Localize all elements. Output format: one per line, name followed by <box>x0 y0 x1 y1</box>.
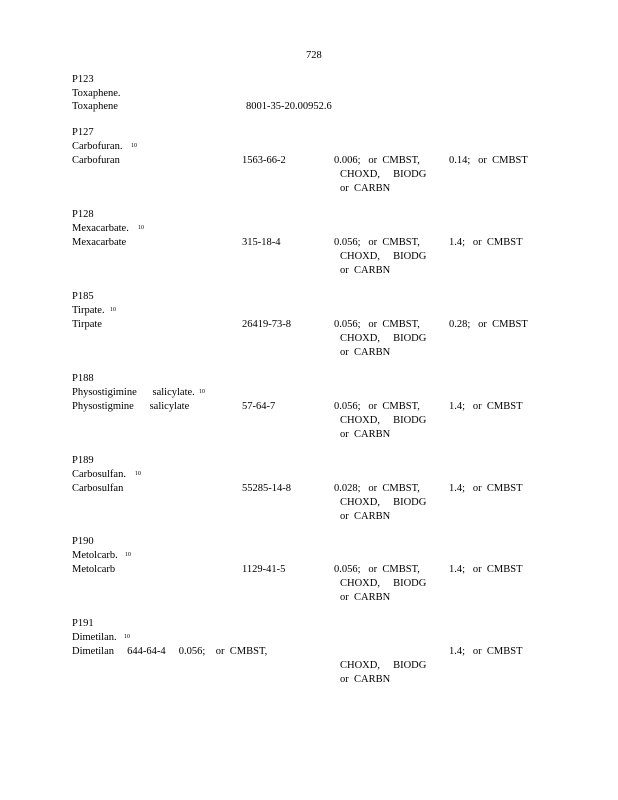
cas-combined-value: 8001-35-20.00952.6 <box>246 101 332 112</box>
constituent-name: Dimetilan 644-64-4 0.056; or CMBST, <box>72 646 268 657</box>
constituent-name: Metolcarb <box>72 564 116 575</box>
wastewater-standard-line1: 0.006; or CMBST, <box>334 155 420 166</box>
waste-heading: Toxaphene. <box>72 88 121 99</box>
footnote-marker: 10 <box>199 389 205 395</box>
waste-heading: Mexacarbate. <box>72 223 129 234</box>
cas-number: 55285-14-8 <box>242 483 291 494</box>
wastewater-standard-line1: 0.056; or CMBST, <box>334 237 420 248</box>
wastewater-standard-line2: CHOXD, BIODG <box>340 578 427 589</box>
wastewater-standard-line2: CHOXD, BIODG <box>340 333 427 344</box>
wastewater-standard-line2: CHOXD, BIODG <box>340 251 427 262</box>
wastewater-standard-line1: 0.056; or CMBST, <box>334 319 420 330</box>
footnote-marker: 10 <box>138 225 144 231</box>
waste-code: P191 <box>72 618 94 629</box>
constituent-name: Physostigmine salicylate <box>72 401 190 412</box>
wastewater-standard-line3: or CARBN <box>340 429 391 440</box>
cas-number: 1129-41-5 <box>242 564 286 575</box>
wastewater-standard-line1: 0.028; or CMBST, <box>334 483 420 494</box>
waste-code: P127 <box>72 127 94 138</box>
constituent-name: Toxaphene <box>72 101 118 112</box>
waste-code: P123 <box>72 74 94 85</box>
footnote-marker: 10 <box>124 634 130 640</box>
waste-heading: Tirpate. <box>72 305 105 316</box>
wastewater-standard-line2: CHOXD, BIODG <box>340 415 427 426</box>
wastewater-standard-line3: or CARBN <box>340 183 391 194</box>
constituent-name: Tirpate <box>72 319 102 330</box>
page-number: 728 <box>306 50 322 61</box>
wastewater-standard-line2: CHOXD, BIODG <box>340 660 427 671</box>
waste-heading: Carbosulfan. <box>72 469 126 480</box>
waste-heading: Dimetilan. <box>72 632 117 643</box>
wastewater-standard-line3: or CARBN <box>340 511 391 522</box>
waste-heading: Carbofuran. <box>72 141 123 152</box>
wastewater-standard-line2: CHOXD, BIODG <box>340 497 427 508</box>
wastewater-standard-line3: or CARBN <box>340 265 391 276</box>
waste-heading: Metolcarb. <box>72 550 118 561</box>
wastewater-standard-line3: or CARBN <box>340 592 391 603</box>
nonwastewater-standard: 1.4; or CMBST <box>449 401 523 412</box>
nonwastewater-standard: 0.14; or CMBST <box>449 155 528 166</box>
cas-number: 57-64-7 <box>242 401 276 412</box>
wastewater-standard-line3: or CARBN <box>340 674 391 685</box>
nonwastewater-standard: 1.4; or CMBST <box>449 237 523 248</box>
constituent-name: Carbosulfan <box>72 483 124 494</box>
footnote-marker: 10 <box>125 552 131 558</box>
cas-number: 26419-73-8 <box>242 319 291 330</box>
nonwastewater-standard: 1.4; or CMBST <box>449 564 523 575</box>
waste-code: P185 <box>72 291 94 302</box>
nonwastewater-standard: 0.28; or CMBST <box>449 319 528 330</box>
waste-code: P190 <box>72 536 94 547</box>
waste-code: P189 <box>72 455 94 466</box>
nonwastewater-standard: 1.4; or CMBST <box>449 483 523 494</box>
footnote-marker: 10 <box>131 143 137 149</box>
cas-number: 1563-66-2 <box>242 155 286 166</box>
footnote-marker: 10 <box>110 307 116 313</box>
nonwastewater-standard: 1.4; or CMBST <box>449 646 523 657</box>
waste-code: P128 <box>72 209 94 220</box>
wastewater-standard-line1: 0.056; or CMBST, <box>334 401 420 412</box>
waste-heading: Physostigimine salicylate. <box>72 387 195 398</box>
constituent-name: Mexacarbate <box>72 237 127 248</box>
footnote-marker: 10 <box>135 471 141 477</box>
wastewater-standard-line2: CHOXD, BIODG <box>340 169 427 180</box>
constituent-name: Carbofuran <box>72 155 120 166</box>
waste-code: P188 <box>72 373 94 384</box>
wastewater-standard-line3: or CARBN <box>340 347 391 358</box>
cas-number: 315-18-4 <box>242 237 281 248</box>
wastewater-standard-line1: 0.056; or CMBST, <box>334 564 420 575</box>
